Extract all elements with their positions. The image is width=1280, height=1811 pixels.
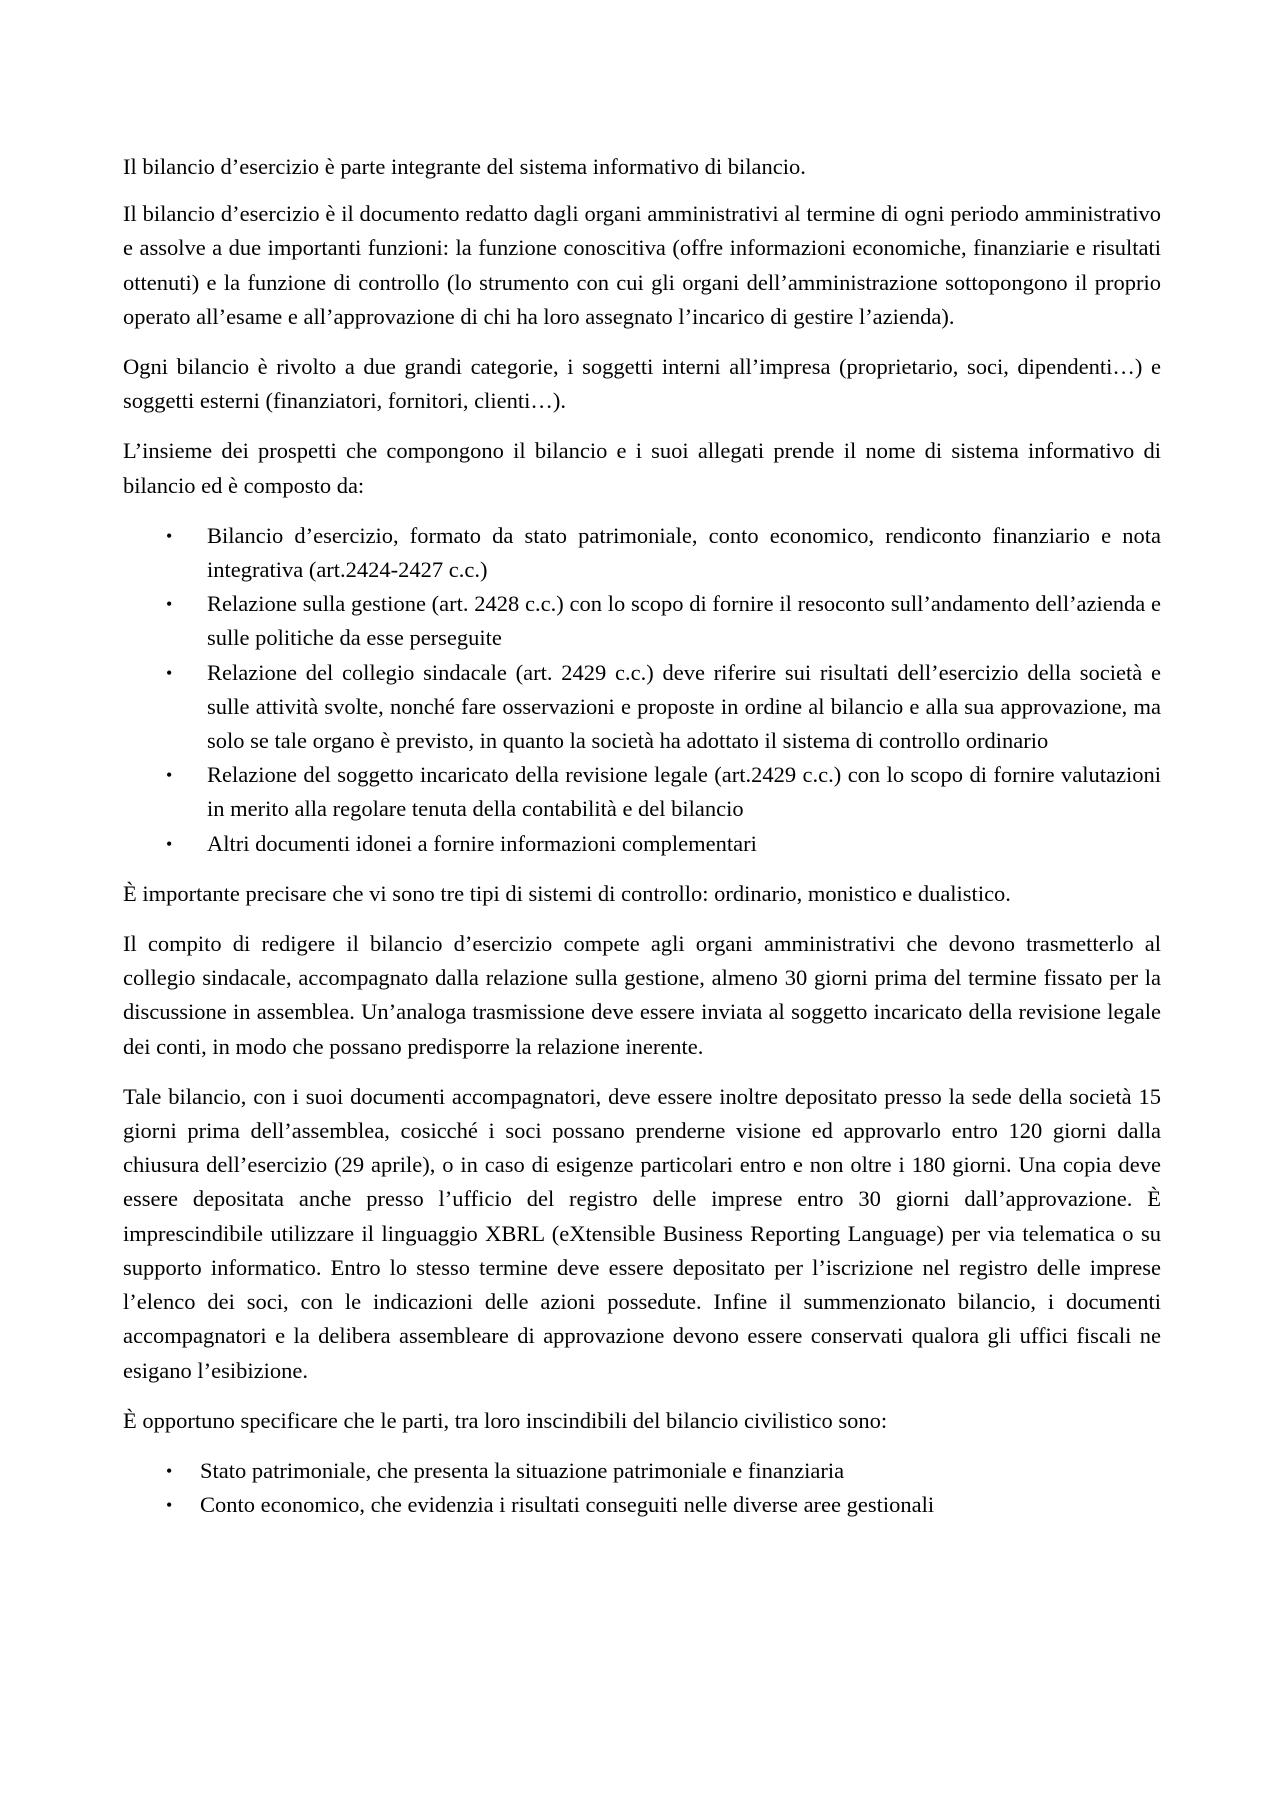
bullet-icon: •	[166, 765, 173, 786]
bullet-icon: •	[166, 1495, 173, 1516]
list-item-text: Relazione del collegio sindacale (art. 2429 c.c.) deve riferire sui risultati dell’esercizio della società e sulle attività svolte, nonché fare osservazioni e proposte in ordine al bilancio e alla sua approvazione, ma solo se tale organo è previsto, in quanto la società ha adottato il sistema di controllo ordinario	[207, 659, 1161, 754]
list-item	[123, 1454, 1161, 1488]
list-item	[123, 827, 1161, 861]
bullet-icon: •	[166, 833, 173, 854]
document-page	[123, 150, 1161, 1538]
paragraph-system: L’insieme dei prospetti che compongono il bilancio e i suoi allegati prende il nome di sistema informativo di bilancio ed è composto da:	[123, 438, 1161, 498]
list-item	[123, 758, 1161, 826]
list-item	[123, 587, 1161, 655]
list-item-text: Bilancio d’esercizio, formato da stato patrimoniale, conto economico, rendiconto finanziario e nota integrativa (art.2424-2427 c.c.)	[207, 522, 1161, 583]
list-item	[123, 519, 1161, 587]
bullet-icon: •	[166, 1460, 173, 1481]
paragraph-control-systems: È importante precisare che vi sono tre tipi di sistemi di controllo: ordinario, monistico e dualistico.	[123, 880, 1011, 906]
list-item-text: Relazione sulla gestione (art. 2428 c.c.) con lo scopo di fornire il resoconto sull’andamento dell’azienda e sulle politiche da esse perseguite	[207, 591, 1161, 651]
bullet-icon: •	[166, 594, 173, 615]
paragraph-filing: Tale bilancio, con i suoi documenti accompagnatori, deve essere inoltre depositato presso la sede della società 15 giorni prima dell’assemblea, cosicché i soci possano prenderne visione ed approvarlo entro 120 giorni dalla chiusura dell’esercizio (29 aprile), o in caso di esigenze particolari entro e non oltre i 180 giorni. Una copia deve essere depositata anche presso l’ufficio del registro delle imprese entro 30 giorni dall’approvazione. È imprescindibile utilizzare il linguaggio XBRL (eXtensible Business Reporting Language) per via telematica o su supporto informatico. Entro lo stesso termine deve essere depositato per l’iscrizione nel registro delle imprese l’elenco dei soci, con le indicazioni delle azioni possedute. Infine il summenzionato bilancio, i documenti accompagnatori e la delibera assembleare di approvazione devono essere conservati qualora gli uffici fiscali ne esigano l’esibizione.	[123, 1083, 1161, 1383]
components-list	[123, 519, 1161, 861]
list-item	[123, 1488, 1161, 1522]
list-item	[123, 656, 1161, 759]
paragraph-parts: È opportuno specificare che le parti, tra loro inscindibili del bilancio civilistico sono:	[123, 1407, 888, 1433]
paragraph-definition: Il bilancio d’esercizio è il documento redatto dagli organi amministrativi al termine di ogni periodo amministrativo e assolve a due importanti funzioni: la funzione conoscitiva (offre informazioni economiche, finanziarie e risultati ottenuti) e la funzione di controllo (lo strumento con cui gli organi dell’amministrazione sottopongono il proprio operato all’esame e all’approvazione di chi ha loro assegnato l’incarico di gestire l’azienda).	[123, 201, 1161, 329]
paragraph-drafting: Il compito di redigere il bilancio d’esercizio compete agli organi amministrativi che devono trasmetterlo al collegio sindacale, accompagnato dalla relazione sulla gestione, almeno 30 giorni prima del termine fissato per la discussione in assemblea. Un’analoga trasmissione deve essere inviata al soggetto incaricato della revisione legale dei conti, in modo che possano predisporre la relazione inerente.	[123, 931, 1161, 1059]
bullet-icon: •	[166, 662, 173, 683]
parts-list	[123, 1454, 1161, 1522]
paragraph-recipients: Ogni bilancio è rivolto a due grandi categorie, i soggetti interni all’impresa (proprietario, soci, dipendenti…) e soggetti esterni (finanziatori, fornitori, clienti…).	[123, 354, 1161, 414]
list-item-text: Conto economico, che evidenzia i risultati conseguiti nelle diverse aree gestionali	[200, 1492, 935, 1518]
bullet-icon: •	[166, 525, 173, 546]
list-item-text: Stato patrimoniale, che presenta la situazione patrimoniale e finanziaria	[200, 1457, 845, 1483]
list-item-text: Altri documenti idonei a fornire informazioni complementari	[207, 830, 757, 856]
list-item-text: Relazione del soggetto incaricato della revisione legale (art.2429 c.c.) con lo scopo di fornire valutazioni in merito alla regolare tenuta della contabilità e del bilancio	[207, 762, 1161, 822]
paragraph-intro: Il bilancio d’esercizio è parte integrante del sistema informativo di bilancio.	[123, 154, 806, 179]
